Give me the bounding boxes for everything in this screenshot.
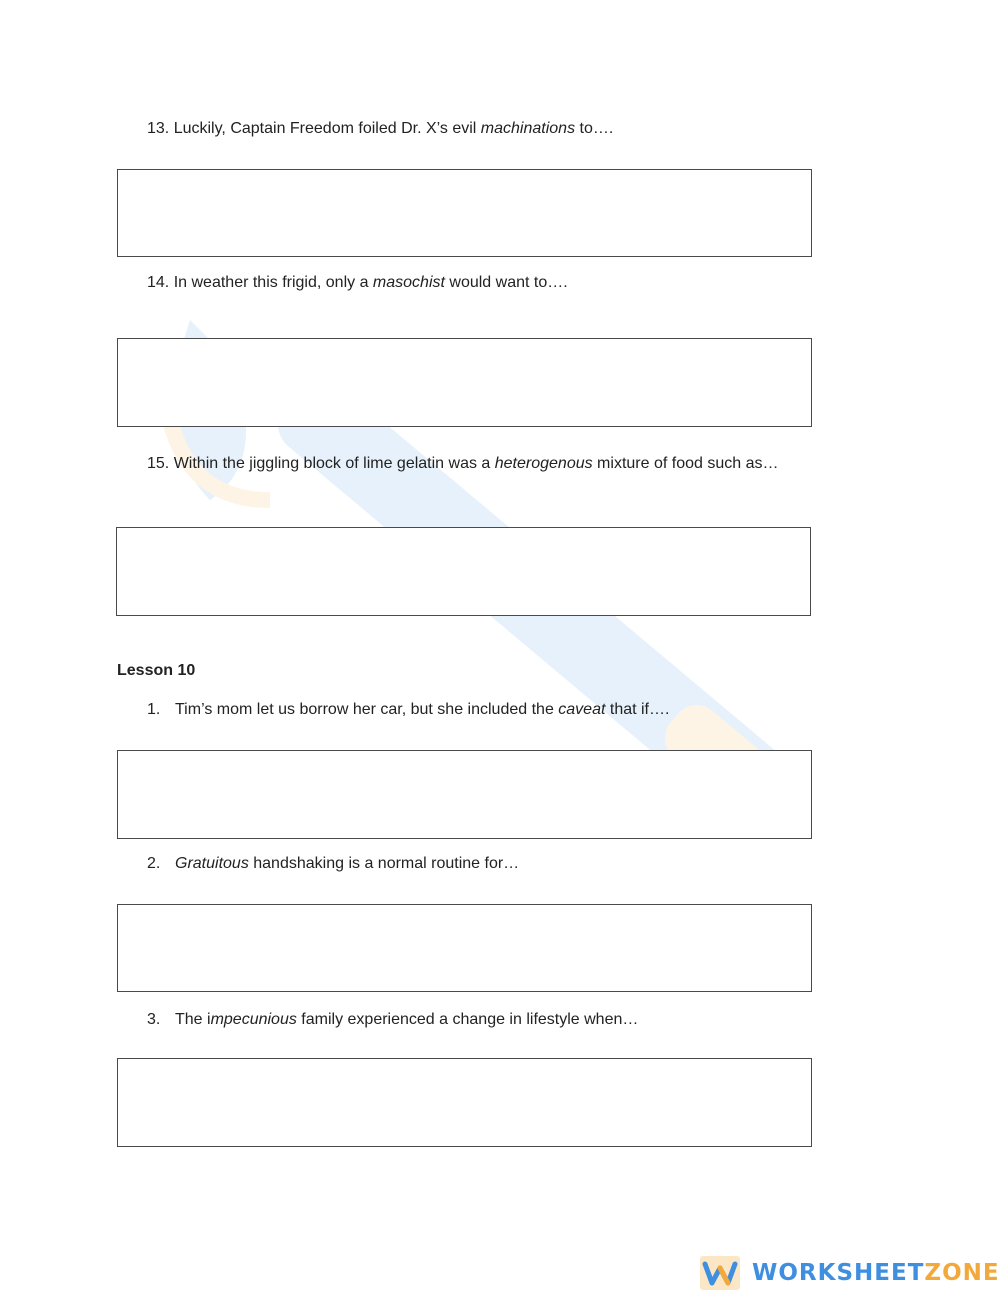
logo-text-zone: ZONE (924, 1260, 1000, 1286)
answer-box-15[interactable] (116, 527, 811, 616)
prompt-text-after: that if…. (605, 701, 670, 718)
logo-w-icon (700, 1256, 740, 1290)
question-number: 15. (147, 455, 170, 472)
vocab-term: machinations (480, 120, 576, 137)
answer-box-14[interactable] (117, 338, 812, 427)
question-number: 2. (147, 855, 161, 872)
vocab-term: mpecunious (210, 1011, 297, 1028)
prompt-text-after: mixture of food such as… (592, 455, 779, 472)
lesson-question-1-prompt (147, 700, 669, 720)
lesson-question-3-prompt (147, 1010, 638, 1030)
question-number: 1. (147, 701, 161, 718)
vocab-term: masochist (372, 274, 445, 291)
prompt-text-before: Luckily, Captain Freedom foiled Dr. X’s evil (173, 120, 481, 137)
prompt-text-before: Within the jiggling block of lime gelatin was a (173, 455, 495, 472)
prompt-text-after: would want to…. (444, 274, 568, 291)
vocab-term: caveat (558, 701, 606, 718)
worksheetzone-logo[interactable] (700, 1255, 1000, 1291)
question-15-prompt (147, 454, 778, 474)
question-number: 13. (147, 120, 170, 137)
lesson-heading: Lesson 10 (117, 662, 196, 679)
prompt-text-before: The i (175, 1011, 211, 1028)
question-13-prompt (147, 119, 613, 139)
vocab-term: heterogenous (494, 455, 593, 472)
answer-box-lesson-2[interactable] (117, 904, 812, 992)
answer-box-13[interactable] (117, 169, 812, 257)
prompt-text-before: Tim’s mom let us borrow her car, but she included the (175, 701, 559, 718)
prompt-text-after: family experienced a change in lifestyle when… (296, 1011, 639, 1028)
logo-text-worksheet: WORKSHEET (752, 1260, 925, 1286)
question-number: 3. (147, 1011, 161, 1028)
question-14-prompt (147, 273, 568, 293)
lesson-question-2-prompt (147, 854, 519, 874)
prompt-text-before: In weather this frigid, only a (173, 274, 373, 291)
prompt-text-after: to…. (575, 120, 614, 137)
answer-box-lesson-3[interactable] (117, 1058, 812, 1147)
logo-wordmark (752, 1256, 1000, 1290)
vocab-term: Gratuitous (175, 855, 249, 872)
answer-box-lesson-1[interactable] (117, 750, 812, 839)
question-number: 14. (147, 274, 170, 291)
prompt-text-after: handshaking is a normal routine for… (248, 855, 520, 872)
